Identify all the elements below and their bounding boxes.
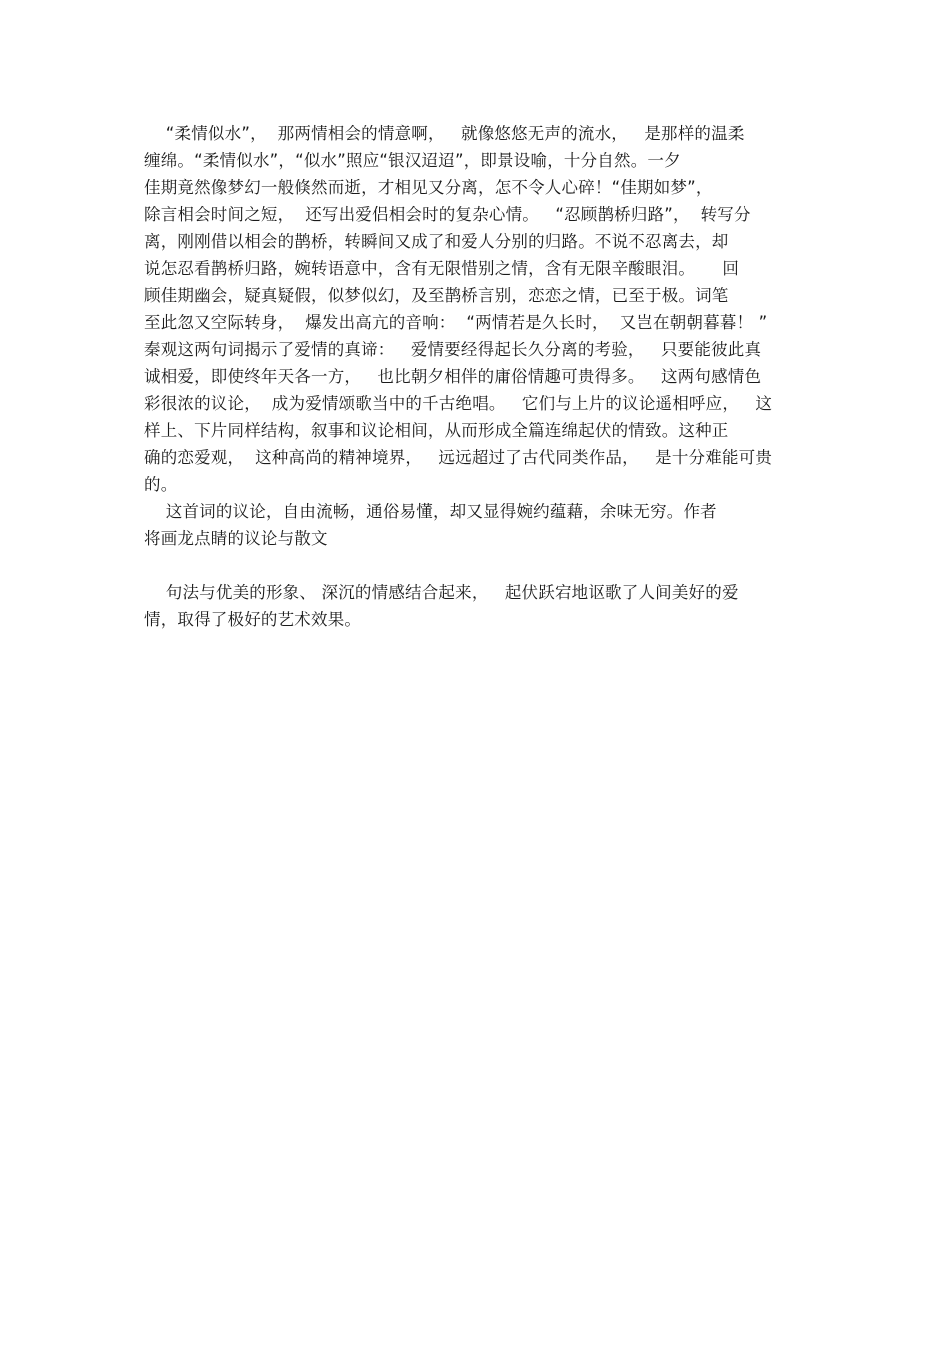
text-line: 除言相会时间之短， 还写出爱侣相会时的复杂心情。 “忍顾鹊桥归路”， 转写分 <box>144 205 751 224</box>
text-line: 将画龙点睛的议论与散文 <box>144 529 328 548</box>
text-line: 确的恋爱观， 这种高尚的精神境界， 远远超过了古代同类作品， 是十分难能可贵 <box>144 448 773 467</box>
text-line: 彩很浓的议论， 成为爱情颂歌当中的千古绝唱。 它们与上片的议论遥相呼应， 这 <box>144 394 773 413</box>
text-line: 至此忽又空际转身， 爆发出高亢的音响： “两情若是久长时， 又岂在朝朝暮暮！ ” <box>144 313 768 332</box>
text-line: 说怎忍看鹊桥归路，婉转语意中，含有无限惜别之情，含有无限辛酸眼泪。 回 <box>144 259 740 278</box>
text-line: 缠绵。“柔情似水”，“似水”照应“银汉迢迢”，即景设喻，十分自然。一夕 <box>144 151 681 170</box>
article-body <box>144 120 814 633</box>
text-line: 诚相爱，即使终年天各一方， 也比朝夕相伴的庸俗情趣可贵得多。 这两句感情色 <box>144 367 762 386</box>
text-line: “柔情似水”， 那两情相会的情意啊， 就像悠悠无声的流水， 是那样的温柔 <box>144 124 745 143</box>
text-line: 秦观这两句词揭示了爱情的真谛： 爱情要经得起长久分离的考验， 只要能彼此真 <box>144 340 762 359</box>
text-line: 的。 <box>144 475 178 494</box>
text-line: 佳期竟然像梦幻一般倏然而逝，才相见又分离，怎不令人心碎！“佳期如梦”， <box>144 178 713 197</box>
text-line: 句法与优美的形象、 深沉的情感结合起来， 起伏跃宕地讴歌了人间美好的爱 <box>144 583 739 602</box>
text-line: 离，刚刚借以相会的鹊桥，转瞬间又成了和爱人分别的归路。不说不忍离去，却 <box>144 232 729 251</box>
paragraph-gap <box>144 552 814 579</box>
text-line: 这首词的议论，自由流畅，通俗易懂，却又显得婉约蕴藉，余味无穷。作者 <box>144 502 717 521</box>
text-line: 情，取得了极好的艺术效果。 <box>144 610 362 629</box>
text-line: 样上、下片同样结构，叙事和议论相间，从而形成全篇连绵起伏的情致。这种正 <box>144 421 729 440</box>
text-line: 顾佳期幽会，疑真疑假，似梦似幻，及至鹊桥言别，恋恋之情，已至于极。词笔 <box>144 286 729 305</box>
